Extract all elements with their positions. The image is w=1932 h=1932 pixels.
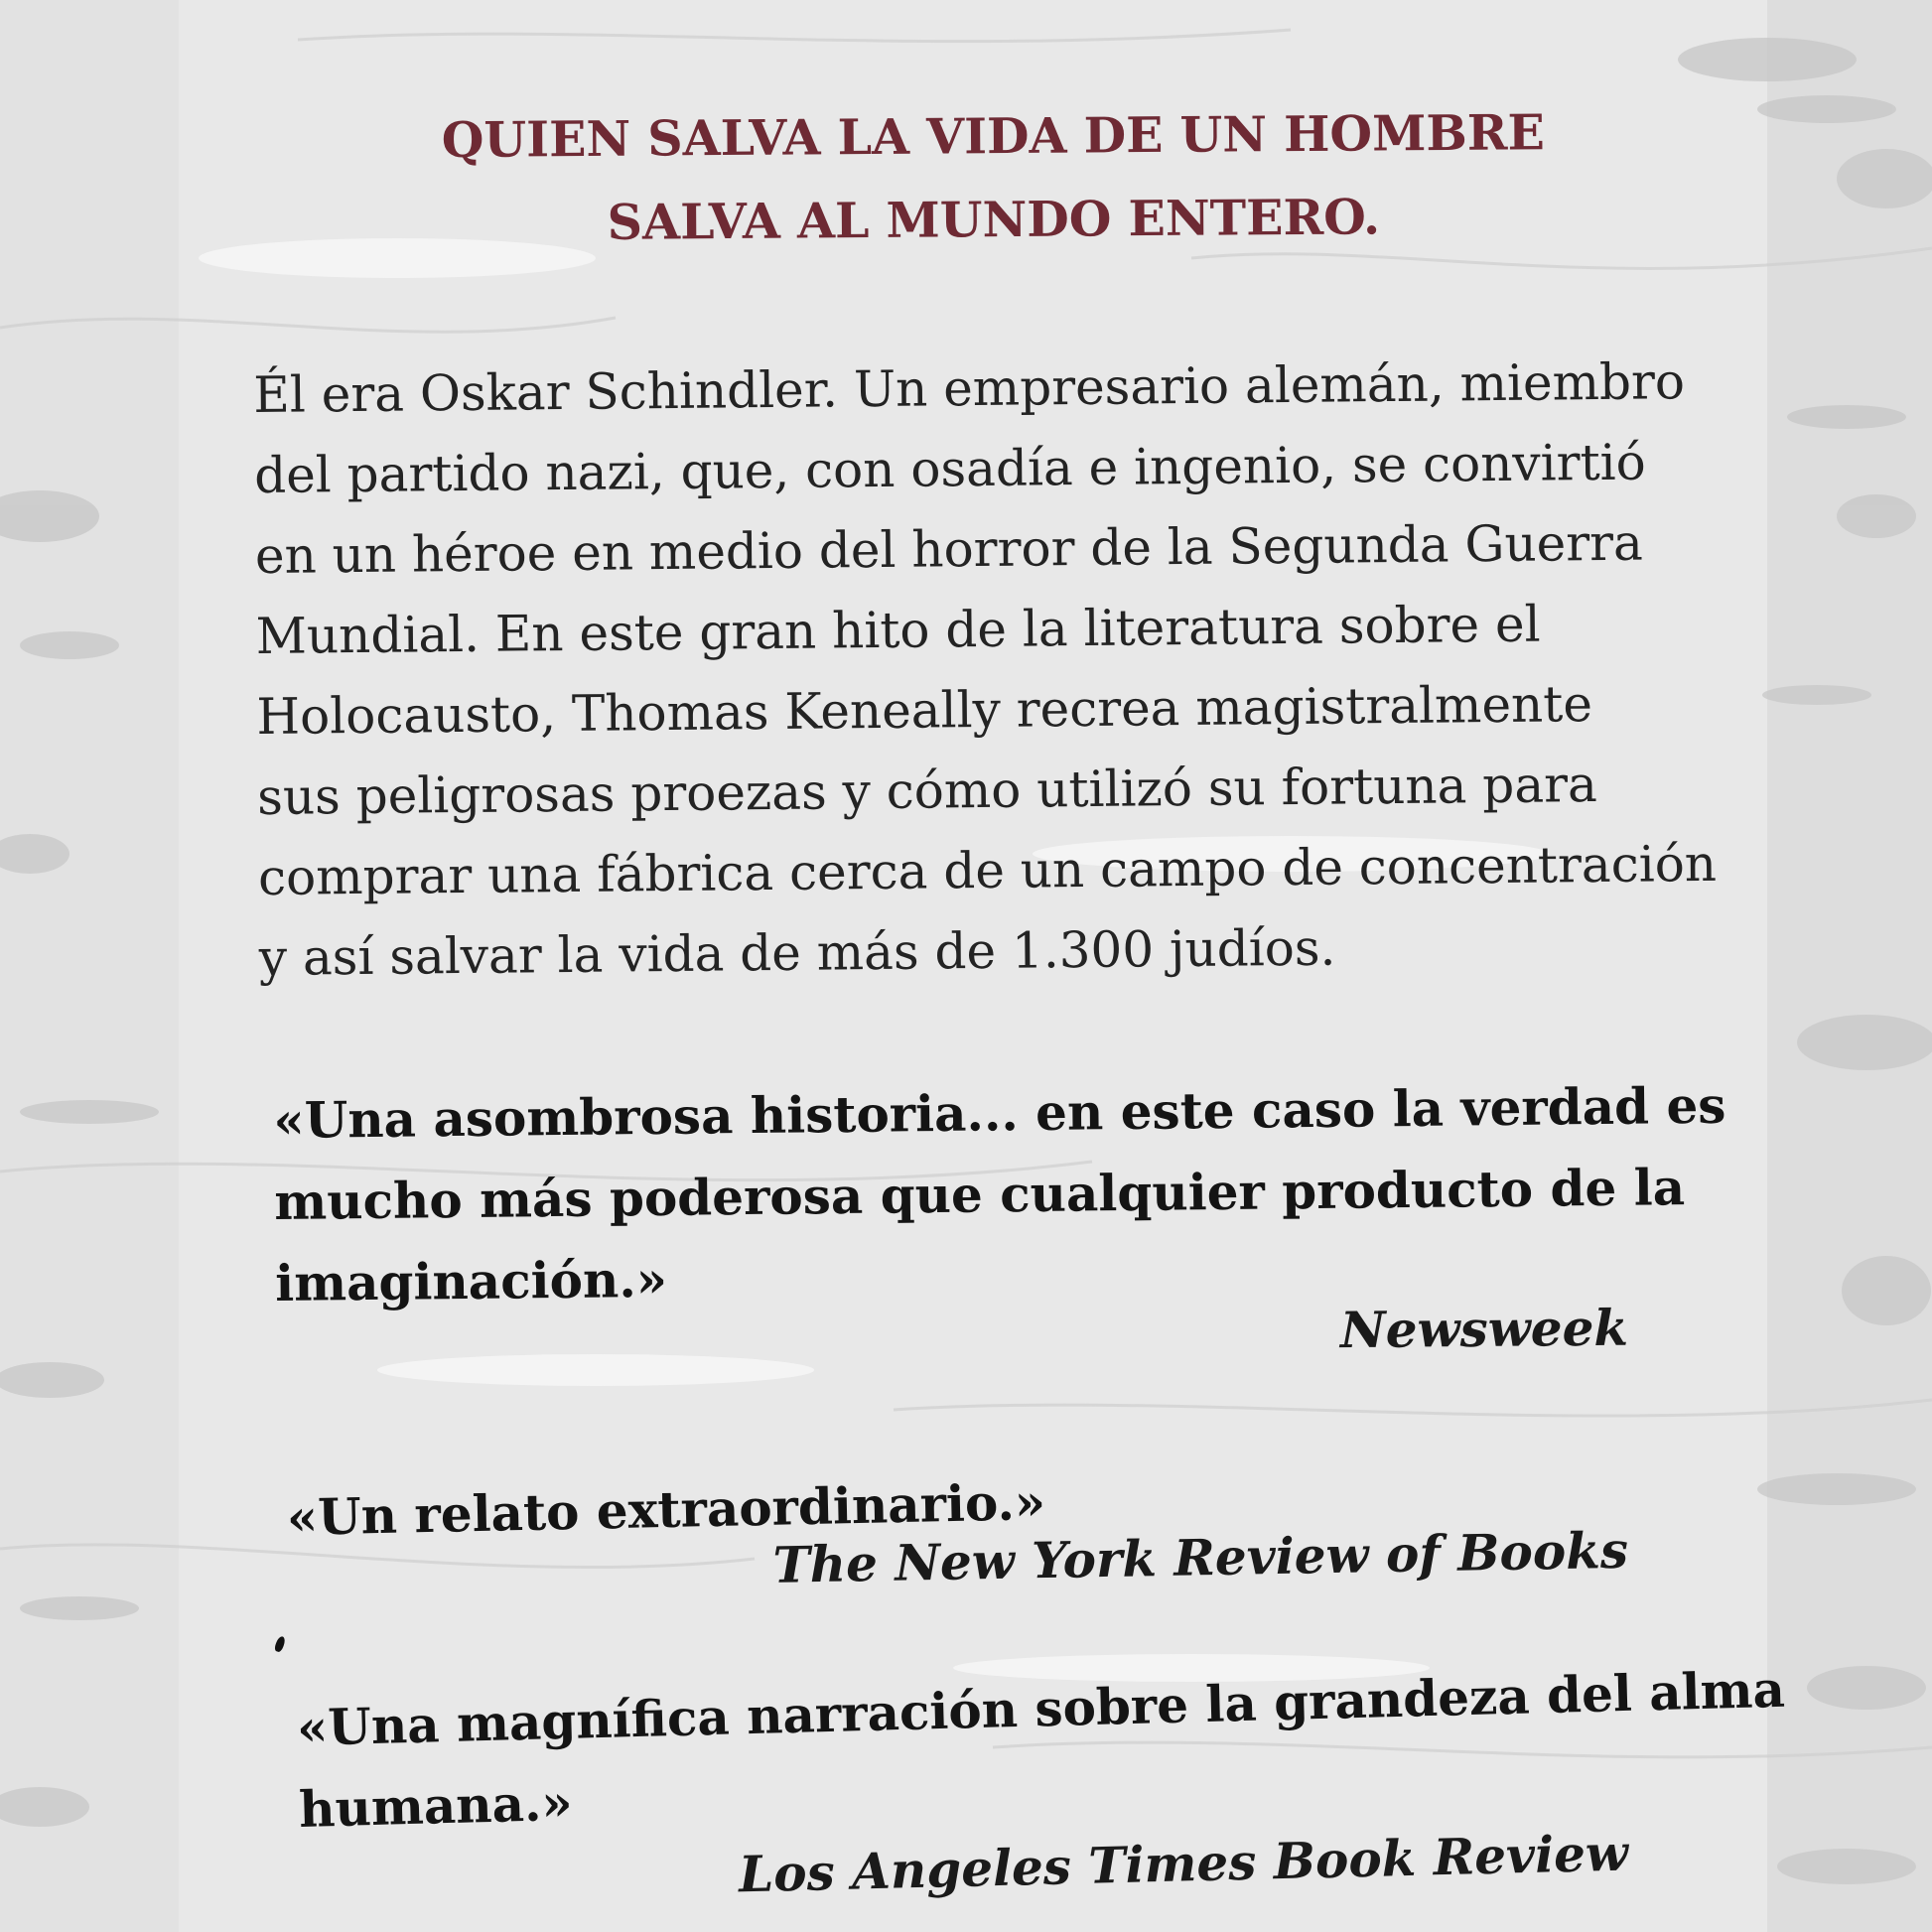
description-line: Mundial. En este gran hito de la literatura sobre el	[255, 595, 1541, 665]
review-source-la-times: Los Angeles Times Book Review	[738, 1823, 1629, 1904]
review-quote-la-times	[296, 1649, 1788, 1851]
description-line: y así salvar la vida de más de 1.300 judíos.	[258, 918, 1336, 987]
description-line: sus peligrosas proezas y cómo utilizó su fortuna para	[256, 756, 1598, 826]
review-source-newsweek: Newsweek	[1339, 1298, 1629, 1360]
review-quote-line: mucho más poderosa que cualquier producto de la	[273, 1158, 1686, 1231]
review-quote-line: «Un relato extraordinario.»	[286, 1471, 1046, 1547]
review-quote-line: humana.»	[298, 1772, 574, 1839]
review-quote-newsweek	[273, 1065, 1728, 1324]
description-line: del partido nazi, que, con osadía e ingenio, se convirtió	[253, 433, 1647, 504]
review-quote-line: imaginación.»	[274, 1249, 668, 1312]
ink-speck	[274, 1635, 287, 1653]
description-line: comprar una fábrica cerca de un campo de concentración	[257, 834, 1718, 906]
review-quote-line: «Una magnífica narración sobre la grandeza del alma	[296, 1659, 1786, 1757]
review-quote-line: «Una asombrosa historia... en este caso la verdad es	[273, 1075, 1726, 1150]
description-line: Holocausto, Thomas Keneally recrea magistralmente	[256, 675, 1593, 746]
headline-line-2: SALVA AL MUNDO ENTERO.	[607, 188, 1381, 251]
book-description	[253, 341, 1768, 999]
review-source-nyrb: The New York Review of Books	[772, 1520, 1629, 1594]
headline	[298, 89, 1689, 266]
headline-line-1: QUIEN SALVA LA VIDA DE UN HOMBRE	[441, 103, 1546, 169]
description-line: en un héroe en medio del horror de la Segunda Guerra	[254, 513, 1644, 585]
description-line: Él era Oskar Schindler. Un empresario alemán, miembro	[253, 352, 1686, 424]
